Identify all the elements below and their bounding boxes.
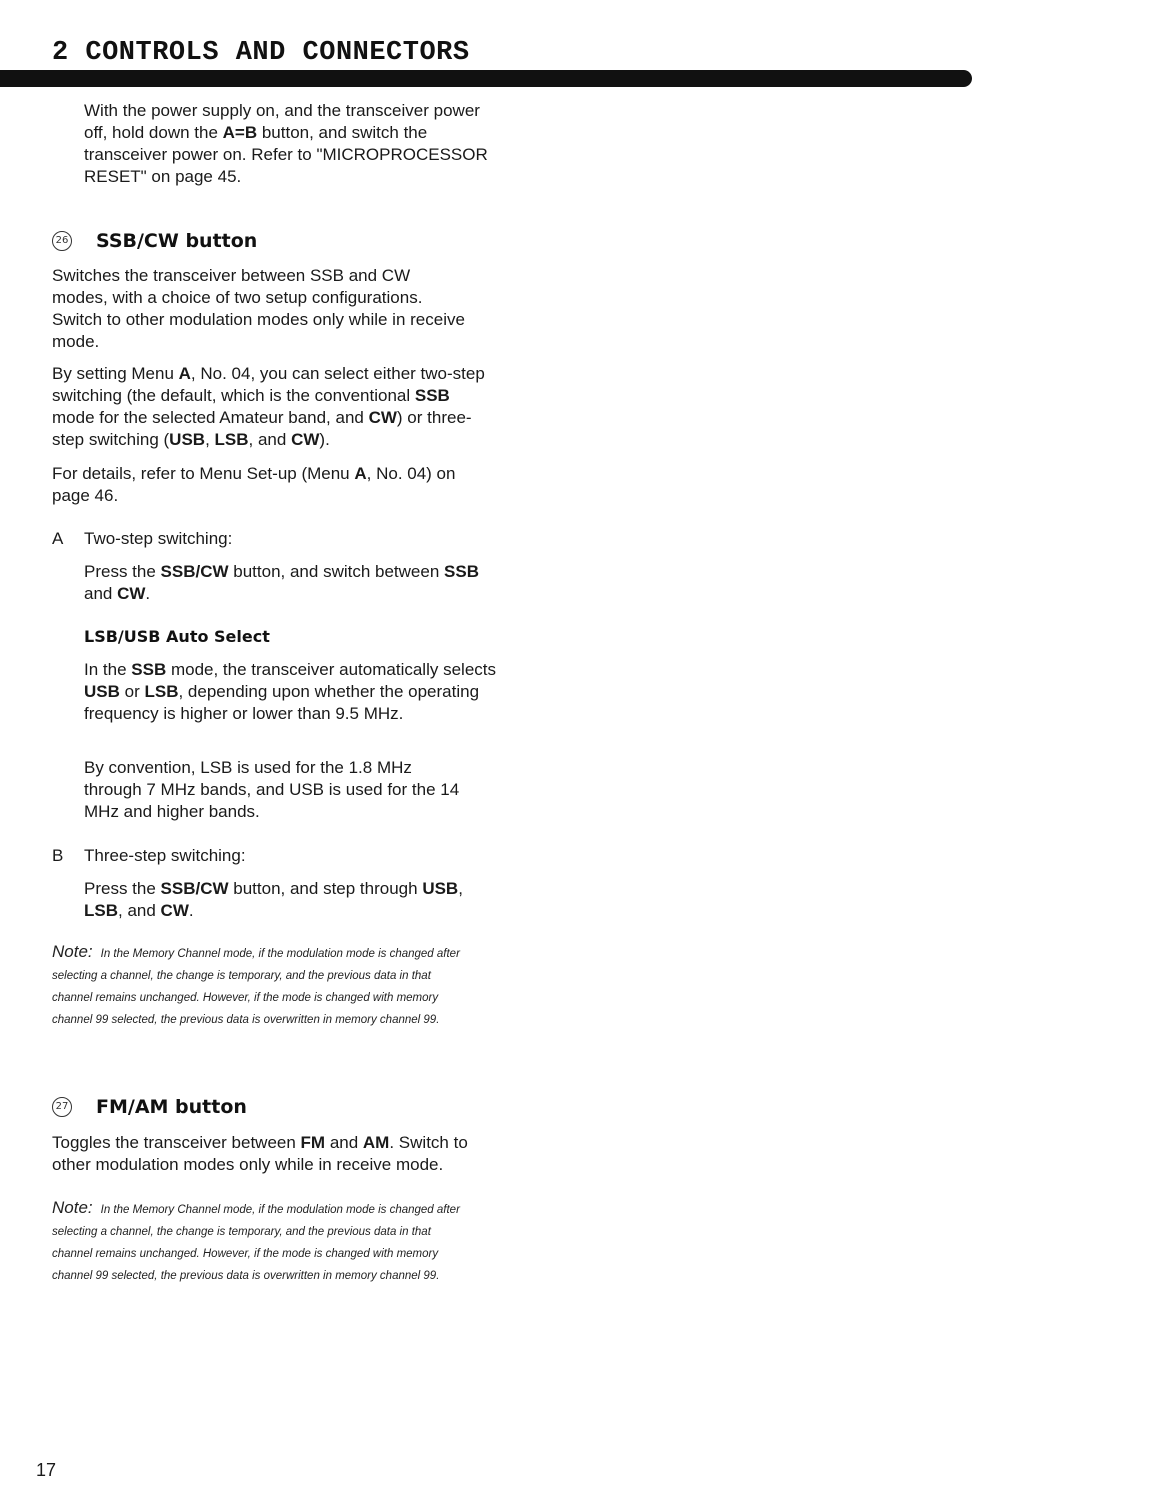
item-a-letter: A — [52, 529, 64, 548]
section-27-note — [52, 1197, 472, 1287]
page-number: 17 — [36, 1460, 57, 1480]
circled-number-26: 26 — [52, 231, 72, 251]
auto-select-para-1: In the SSB mode, the transceiver automatically selects USB or LSB, depending upon whether the operating frequency is higher or lower than 9.5 MHz. — [84, 660, 496, 723]
header-rule — [0, 70, 972, 87]
auto-select-para-2: By convention, LSB is used for the 1.8 MHz through 7 MHz bands, and USB is used for the 14 MHz and higher bands. — [84, 758, 460, 821]
section-26-para-1: Switches the transceiver between SSB and CW modes, with a choice of two setup configurations. Switch to other modulation modes only while in receive mode. — [52, 266, 465, 351]
item-a-description: Press the SSB/CW button, and switch between SSB and CW. — [84, 562, 479, 603]
section-27-title: FM/AM button — [96, 1096, 247, 1118]
note-label: Note: — [52, 1198, 93, 1217]
item-a-label: Two-step switching: — [84, 529, 233, 548]
section-26-para-2: By setting Menu A, No. 04, you can select either two-step switching (the default, which is the conventional SSB mode for the selected Amateur band, and CW) or three-step switching (USB, LSB, and CW). — [52, 364, 485, 449]
page-title: 2 CONTROLS AND CONNECTORS — [52, 38, 470, 68]
section-26-para-3: For details, refer to Menu Set-up (Menu A, No. 04) on page 46. — [52, 464, 456, 505]
section-27-heading — [52, 1096, 247, 1118]
item-b-description: Press the SSB/CW button, and step through USB, LSB, and CW. — [84, 879, 463, 920]
section-26-heading — [52, 230, 257, 252]
note-text: In the Memory Channel mode, if the modulation mode is changed after selecting a channel, the change is temporary, and the previous data in that channel remains unchanged. However, if the mode is changed with memory channel 99 selected, the previous data is overwritten in memory channel 99. — [52, 1204, 460, 1282]
note-label: Note: — [52, 942, 93, 961]
intro-paragraph: With the power supply on, and the transceiver power off, hold down the A=B button, and switch the transceiver power on. Refer to "MICROPROCESSOR RESET" on page 45. — [84, 101, 488, 186]
section-27-para-1: Toggles the transceiver between FM and AM. Switch to other modulation modes only while in receive mode. — [52, 1133, 468, 1174]
section-26-note — [52, 941, 472, 1031]
auto-select-heading: LSB/USB Auto Select — [84, 627, 270, 646]
note-text: In the Memory Channel mode, if the modulation mode is changed after selecting a channel, the change is temporary, and the previous data in that channel remains unchanged. However, if the mode is changed with memory channel 99 selected, the previous data is overwritten in memory channel 99. — [52, 948, 460, 1026]
item-b-letter: B — [52, 846, 64, 865]
item-b-label: Three-step switching: — [84, 846, 246, 865]
section-26-title: SSB/CW button — [96, 230, 258, 252]
circled-number-27: 27 — [52, 1097, 72, 1117]
